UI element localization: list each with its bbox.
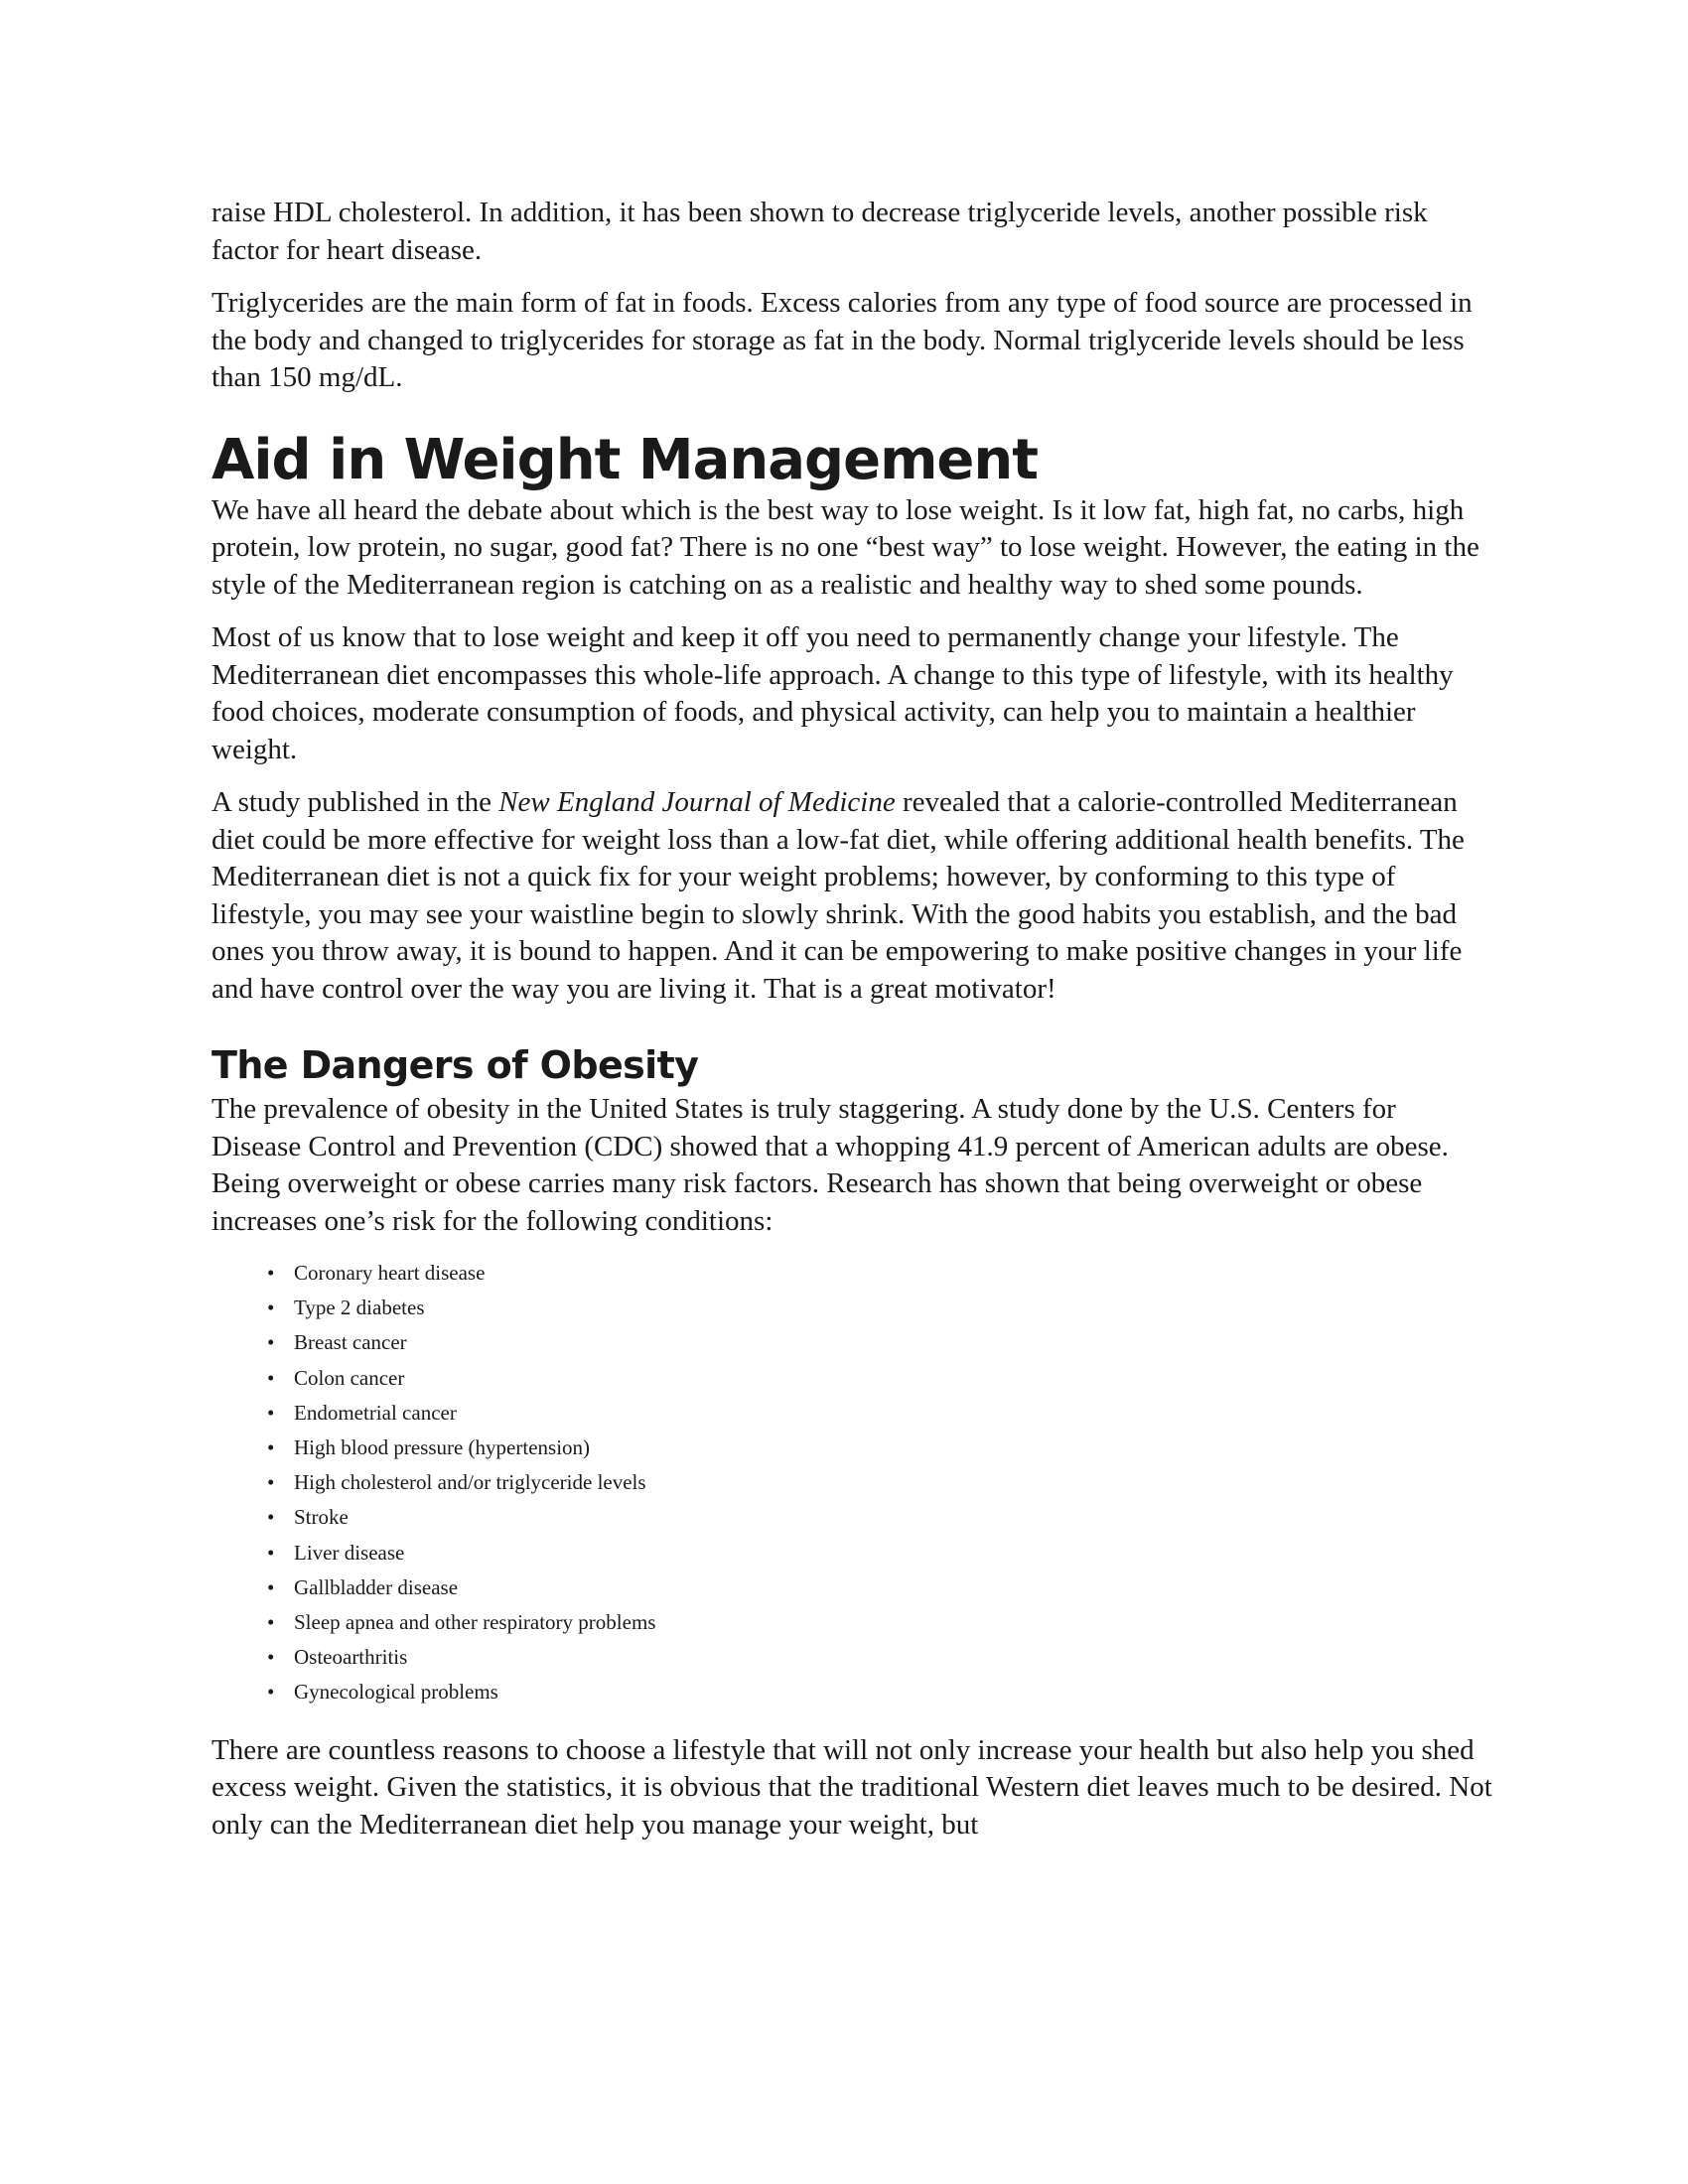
paragraph-weight-debate: We have all heard the debate about which is the best way to lose weight. Is it low fat, high fat, no carbs, high protein, low protein, no sugar, good fat? There is no one “best way” to lose weight. However, the eating in the style of the Mediterranean region is catching on as a realistic and healthy way to shed some pounds. [211,493,1479,601]
list-item-text: Breast cancer [294,1330,407,1355]
list-item [267,1536,1492,1570]
list-item [267,1431,1492,1465]
bullet-marker: • [267,1470,275,1495]
list-item [267,1570,1492,1605]
list-item [267,1291,1492,1325]
list-item-text: Coronary heart disease [294,1261,486,1285]
journal-title: New England Journal of Medicine [498,786,896,818]
bullet-marker: • [267,1296,275,1320]
list-item-text: Liver disease [294,1540,405,1565]
bullet-marker: • [267,1330,275,1355]
document-page [211,195,1492,1859]
list-item [267,1500,1492,1535]
bullet-marker: • [267,1365,275,1390]
list-item [267,1605,1492,1640]
nejm-text-after: revealed that a calorie-controlled Mediterranean diet could be more effective for weight loss than a low-fat diet, while offering additional health benefits. The Mediterranean diet is not a quick fix for your weight problems; however, by conforming to this type of lifestyle, you may see your waistline begin to slowly shrink. With the good habits you establish, and the bad ones you throw away, it is bound to happen. And it can be empowering to make positive changes in your life and have control over the way you are living it. That is a great motivator! [211,786,1465,1005]
bullet-marker: • [267,1680,275,1705]
paragraph-triglycerides: Triglycerides are the main form of fat in foods. Excess calories from any type of food source are processed in the body and changed to triglycerides for storage as fat in the body. Normal triglyceride levels should be less than 150 mg/dL. [211,287,1473,393]
list-item-text: Sleep apnea and other respiratory problems [294,1610,656,1635]
bullet-marker: • [267,1574,275,1599]
bullet-marker: • [267,1505,275,1530]
list-item-text: Gallbladder disease [294,1574,459,1599]
nejm-text-before: A study published in the [211,786,499,818]
list-item-text: Gynecological problems [294,1680,498,1705]
paragraph-closing: There are countless reasons to choose a lifestyle that will not only increase your health but also help you shed excess weight. Given the statistics, it is obvious that the traditional Western diet leaves much to be desired. Not only can the Mediterranean diet help you manage your weight, but [211,1733,1492,1841]
list-item [267,1675,1492,1709]
bullet-marker: • [267,1540,275,1565]
bullet-marker: • [267,1645,275,1670]
list-item-text: High cholesterol and/or triglyceride levels [294,1470,646,1495]
list-item-text: Osteoarthritis [294,1645,408,1670]
paragraph-nejm-study [211,784,1492,1008]
paragraph-obesity-prevalence: The prevalence of obesity in the United States is truly staggering. A study done by the U.S. Centers for Disease Control and Prevention (CDC) showed that a whopping 41.9 percent of American adults are obese. Being overweight or obese carries many risk factors. Research has shown that being overweight or obese increases one’s risk for the following conditions: [211,1093,1449,1237]
heading-weight-management: Aid in Weight Management [211,427,1039,492]
list-item [267,1640,1492,1675]
list-item [267,1361,1492,1396]
bullet-marker: • [267,1435,275,1460]
bullet-marker: • [267,1400,275,1425]
list-item-text: Colon cancer [294,1365,405,1390]
heading-dangers-of-obesity: The Dangers of Obesity [211,1043,699,1087]
conditions-list [211,1256,1492,1710]
list-item [267,1396,1492,1431]
bullet-marker: • [267,1610,275,1635]
list-item [267,1256,1492,1291]
paragraph-lifestyle-change: Most of us know that to lose weight and keep it off you need to permanently change your lifestyle. The Mediterranean diet encompasses this whole-life approach. A change to this type of lifestyle, with its healthy food choices, moderate consumption of foods, and physical activity, can help you to maintain a healthier weight. [211,621,1454,765]
list-item-text: Endometrial cancer [294,1400,457,1425]
list-item [267,1465,1492,1500]
list-item-text: Stroke [294,1505,349,1530]
bullet-marker: • [267,1261,275,1285]
list-item [267,1325,1492,1360]
paragraph-hdl: raise HDL cholesterol. In addition, it has been shown to decrease triglyceride levels, another possible risk factor for heart disease. [211,197,1428,266]
list-item-text: Type 2 diabetes [294,1296,425,1320]
list-item-text: High blood pressure (hypertension) [294,1435,591,1460]
